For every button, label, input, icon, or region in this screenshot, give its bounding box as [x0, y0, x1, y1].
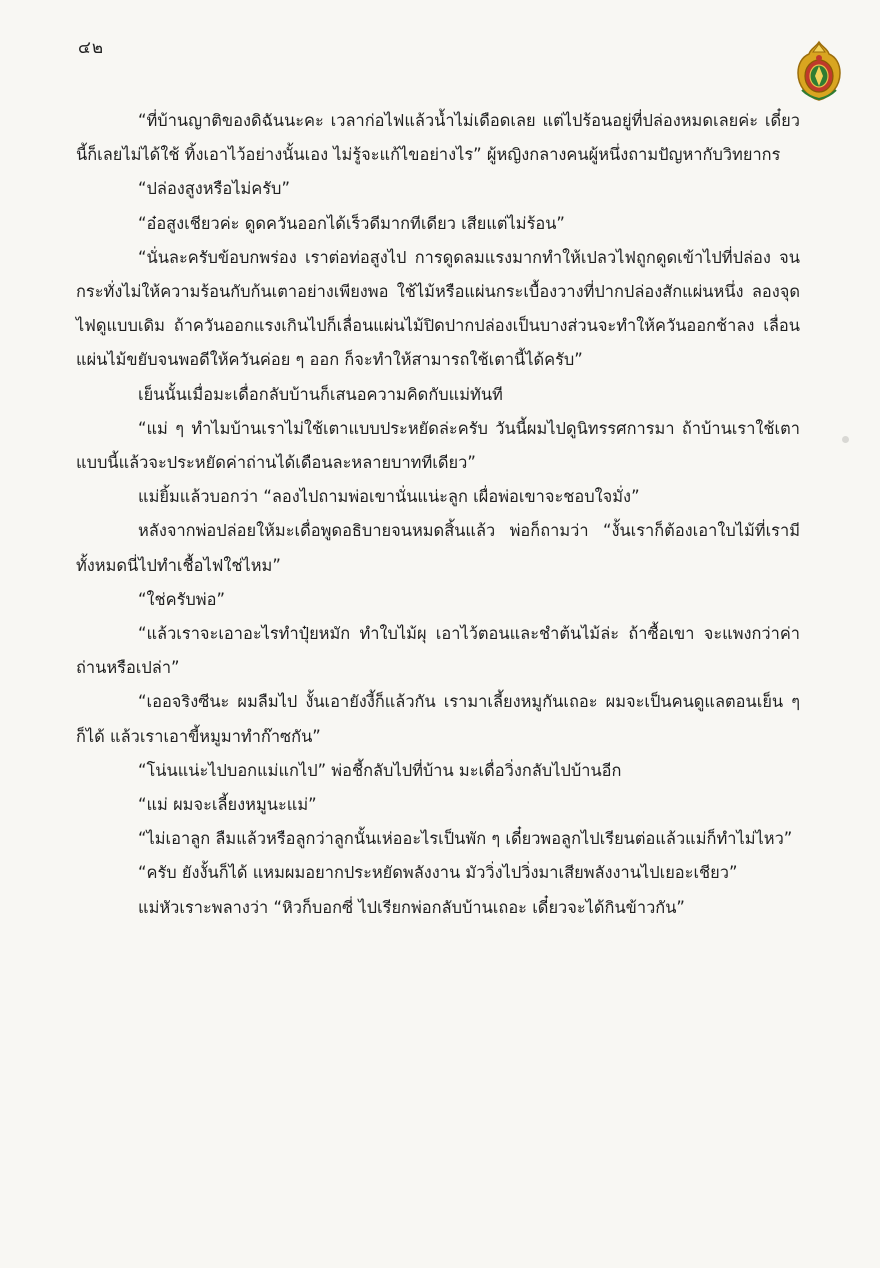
scan-speck: [842, 436, 849, 443]
paragraph: “ที่บ้านญาติของดิฉันนะคะ เวลาก่อไฟแล้วน้ำไม่เดือดเลย แต่ไปร้อนอยู่ที่ปล่องหมดเลยค่ะ เดี๋ยวนี้ก็เลยไม่ได้ใช้ ทิ้งเอาไว้อย่างนั้นเอง ไม่รู้จะแก้ไขอย่างไร” ผู้หญิงกลางคนผู้หนึ่งถามปัญหากับวิทยากร: [76, 111, 800, 165]
paragraph: หลังจากพ่อปล่อยให้มะเดื่อพูดอธิบายจนหมดสิ้นแล้ว พ่อก็ถามว่า “งั้นเราก็ต้องเอาใบไม้ที่เรามีทั้งหมดนี่ไปทำเชื้อไฟใช่ไหม”: [76, 521, 800, 575]
royal-emblem-icon: [794, 40, 844, 102]
paragraph: แม่หัวเราะพลางว่า “หิวก็บอกซี่ ไปเรียกพ่อกลับบ้านเถอะ เดี๋ยวจะได้กินข้าวกัน”: [138, 897, 685, 917]
paragraph: “ใช่ครับพ่อ”: [138, 589, 225, 609]
body-text: [76, 104, 800, 925]
paragraph: เย็นนั้นเมื่อมะเดื่อกลับบ้านก็เสนอความคิดกับแม่ทันที: [138, 384, 503, 404]
page-number: ๔๒: [78, 38, 105, 58]
paragraph: “เออจริงซีนะ ผมลืมไป งั้นเอายังงี้ก็แล้วกัน เรามาเลี้ยงหมูกันเถอะ ผมจะเป็นคนดูแลตอนเย็น ๆ ก็ได้ แล้วเราเอาขี้หมูมาทำก๊าซกัน”: [76, 692, 800, 746]
paragraph: “นั่นละครับข้อบกพร่อง เราต่อท่อสูงไป การดูดลมแรงมากทำให้เปลวไฟถูกดูดเข้าไปที่ปล่อง จนกระทั่งไม่ให้ความร้อนกับก้นเตาอย่างเพียงพอ ใช้ไม้หรือแผ่นกระเบื้องวางที่ปากปล่องสักแผ่นหนึ่ง ลองจุดไฟดูแบบเดิม ถ้าควันออกแรงเกินไปก็เลื่อนแผ่นไม้ปิดปากปล่องเป็นบางส่วนจะทำให้ควันออกช้าลง เลื่อนแผ่นไม้ขยับจนพอดีให้ควันค่อย ๆ ออก ก็จะทำให้สามารถใช้เตานี้ได้ครับ”: [76, 247, 800, 370]
paragraph: แม่ยิ้มแล้วบอกว่า “ลองไปถามพ่อเขานั่นแน่ะลูก เผื่อพ่อเขาจะชอบใจมั่ง”: [138, 487, 640, 507]
paragraph: “โน่นแน่ะไปบอกแม่แกไป” พ่อชี้กลับไปที่บ้าน มะเดื่อวิ่งกลับไปบ้านอีก: [138, 760, 622, 780]
paragraph: “แม่ ผมจะเลี้ยงหมูนะแม่”: [138, 795, 317, 815]
paragraph: “แม่ ๆ ทำไมบ้านเราไม่ใช้เตาแบบประหยัดล่ะครับ วันนี้ผมไปดูนิทรรศการมา ถ้าบ้านเราใช้เตาแบบนี้แล้วจะประหยัดค่าถ่านได้เดือนละหลายบาททีเดียว”: [76, 418, 800, 473]
paragraph: “แล้วเราจะเอาอะไรทำปุ๋ยหมัก ทำใบไม้ผุ เอาไว้ตอนและชำต้นไม้ล่ะ ถ้าซื้อเขา จะแพงกว่าค่าถ่านหรือเปล่า”: [76, 624, 800, 678]
paragraph: “ครับ ยังงั้นก็ได้ แหมผมอยากประหยัดพลังงาน มัววิ่งไปวิ่งมาเสียพลังงานไปเยอะเชียว”: [138, 863, 738, 883]
paragraph: “อ๋อสูงเชียวค่ะ ดูดควันออกได้เร็วดีมากทีเดียว เสียแต่ไม่ร้อน”: [138, 213, 565, 233]
paragraph: “ปล่องสูงหรือไม่ครับ”: [138, 179, 290, 199]
paragraph: “ไม่เอาลูก ลืมแล้วหรือลูกว่าลูกนั้นเห่ออะไรเป็นพัก ๆ เดี๋ยวพอลูกไปเรียนต่อแล้วแม่ก็ทำไม่ไหว”: [138, 829, 793, 849]
